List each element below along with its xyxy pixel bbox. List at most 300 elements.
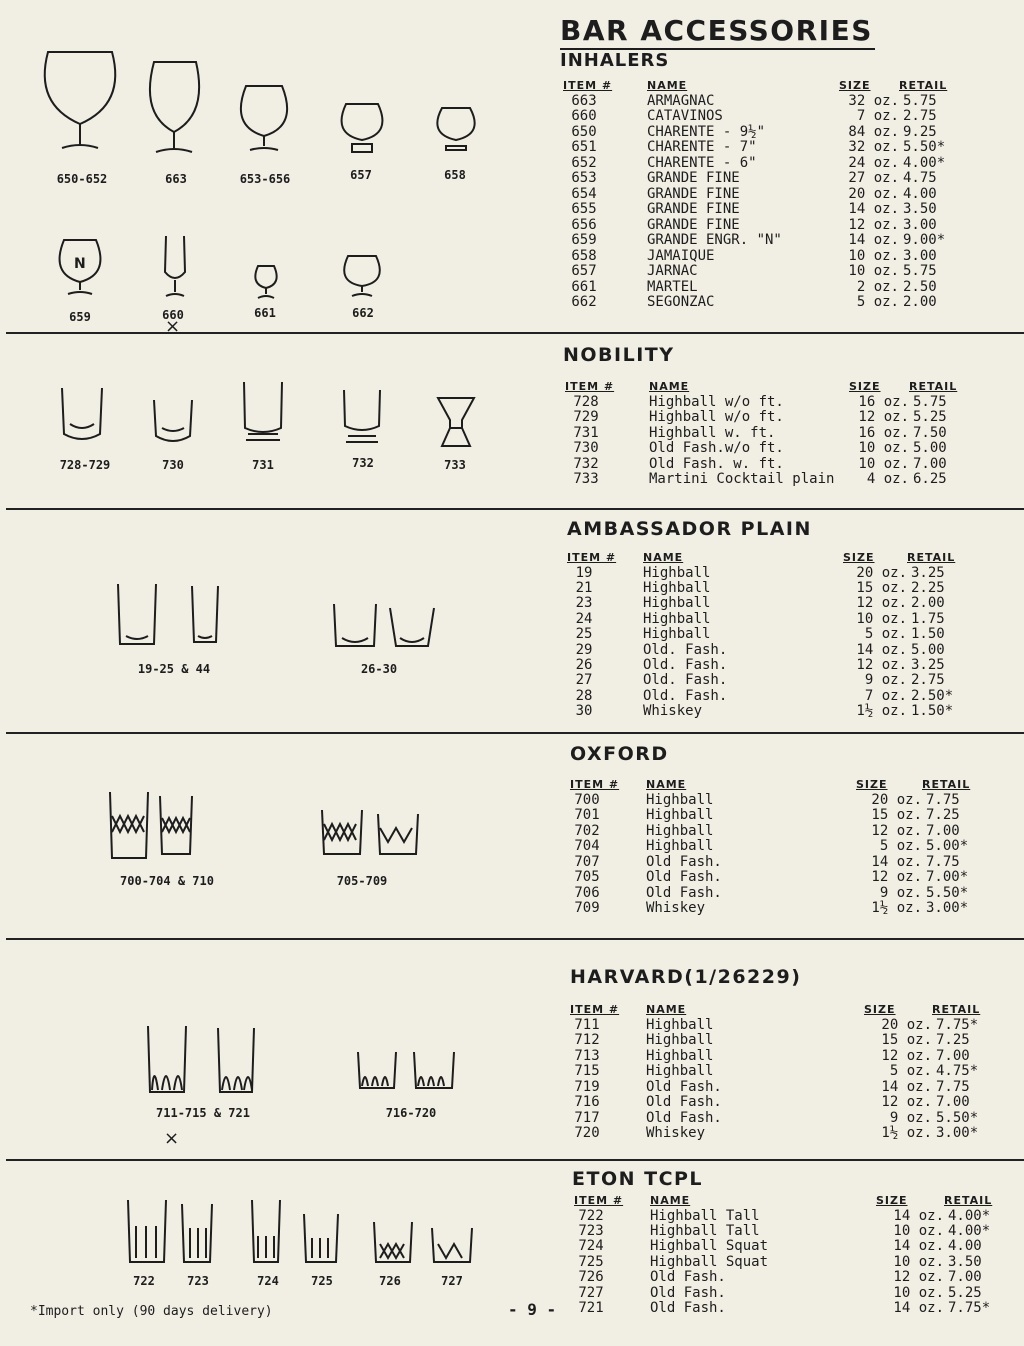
- label-723: 723: [187, 1274, 209, 1288]
- item-size: 1½ oz.: [856, 703, 907, 720]
- item-number: 713: [574, 1047, 600, 1064]
- item-number: 24: [575, 610, 593, 627]
- inhalers-table: [563, 78, 963, 311]
- page-number: - 9 -: [508, 1300, 557, 1319]
- item-retail: 2.00: [911, 595, 945, 612]
- label-716-720: 716-720: [385, 1106, 437, 1120]
- item-name: Highball w. ft.: [649, 424, 776, 441]
- item-number: 658: [571, 247, 597, 264]
- item-size: 7 oz.: [856, 108, 899, 124]
- section-title-nobility: NOBILITY: [563, 344, 675, 366]
- item-number: 659: [571, 232, 597, 248]
- col-item: ITEM #: [570, 1003, 620, 1016]
- item-size: 10 oz.: [893, 1253, 944, 1270]
- table-row: [570, 855, 986, 871]
- oldfash-705-709-illustration: [318, 806, 426, 862]
- item-size: 2 oz.: [856, 278, 899, 295]
- item-number: 719: [574, 1078, 600, 1095]
- label-727: 727: [441, 1274, 463, 1288]
- table-row: [563, 187, 963, 203]
- item-retail: 2.50: [903, 278, 937, 295]
- label-730: 730: [162, 458, 184, 472]
- label-659: 659: [69, 310, 91, 324]
- item-retail: 5.75: [903, 263, 937, 279]
- col-name: NAME: [643, 551, 684, 564]
- section-divider: [6, 732, 1024, 734]
- item-retail: 7.00: [936, 1094, 970, 1110]
- item-retail: 7.00: [926, 822, 960, 839]
- ambassador-table: [567, 550, 971, 720]
- table-row: [574, 1239, 1008, 1254]
- table-row: [574, 1255, 1008, 1270]
- col-retail: RETAIL: [907, 551, 956, 564]
- table-row: [574, 1209, 1008, 1224]
- item-size: 14 oz.: [856, 641, 907, 658]
- table-row: [567, 566, 971, 581]
- item-size: 10 oz.: [856, 610, 907, 627]
- table-row: [570, 1018, 996, 1034]
- section-title-oxford: OXFORD: [570, 743, 669, 765]
- label-705-709: 705-709: [336, 874, 388, 888]
- col-size: SIZE: [839, 79, 871, 92]
- table-row: [567, 673, 971, 688]
- table-header: [563, 78, 963, 94]
- oxford-table: [570, 777, 986, 917]
- item-name: SEGONZAC: [647, 294, 715, 310]
- item-name: Highball Tall: [650, 1207, 760, 1224]
- nobility-table: [565, 379, 973, 488]
- item-retail: 7.25: [926, 807, 960, 823]
- item-number: 717: [574, 1109, 600, 1126]
- snifter-659-illustration: [56, 236, 104, 300]
- item-size: 9 oz.: [864, 672, 907, 689]
- item-size: 14 oz.: [871, 853, 922, 870]
- item-size: 84 oz.: [848, 123, 899, 140]
- item-retail: 9.00*: [903, 232, 946, 248]
- table-row: [574, 1270, 1008, 1285]
- section-divider: [6, 332, 1024, 334]
- col-retail: RETAIL: [932, 1003, 981, 1016]
- label-700-704: 700-704 & 710: [120, 874, 214, 888]
- item-size: 15 oz.: [856, 579, 907, 596]
- item-retail: 1.50*: [911, 703, 954, 720]
- item-retail: 6.25: [913, 471, 947, 488]
- label-724: 724: [257, 1274, 279, 1288]
- item-name: Old Fash.: [650, 1299, 726, 1316]
- highball-700-704-illustration: [106, 788, 196, 866]
- item-size: 7 oz.: [864, 687, 907, 704]
- col-size: SIZE: [876, 1194, 908, 1207]
- col-retail: RETAIL: [909, 380, 958, 393]
- table-row: [567, 704, 971, 719]
- item-number: 29: [575, 641, 593, 658]
- item-size: 1½ oz.: [871, 900, 922, 916]
- table-row: [570, 870, 986, 886]
- item-retail: 1.75: [911, 610, 945, 627]
- table-row: [570, 793, 986, 809]
- item-size: 1½ oz.: [881, 1125, 932, 1141]
- table-row: [567, 596, 971, 611]
- item-name: Highball: [646, 822, 714, 839]
- table-row: [567, 581, 971, 596]
- item-retail: 4.00*: [948, 1222, 991, 1239]
- item-size: 32 oz.: [848, 139, 899, 155]
- item-retail: 5.75: [913, 393, 947, 410]
- item-number: 725: [578, 1253, 604, 1270]
- item-name: ARMAGNAC: [647, 92, 715, 109]
- item-retail: 7.75: [936, 1078, 970, 1095]
- snifter-658-illustration: [432, 104, 480, 154]
- item-name: GRANDE FINE: [647, 185, 740, 202]
- item-number: 23: [575, 595, 593, 612]
- label-26-30: 26-30: [360, 662, 398, 676]
- item-size: 12 oz.: [848, 216, 899, 233]
- table-row: [563, 156, 963, 172]
- item-size: 10 oz.: [893, 1284, 944, 1301]
- col-retail: RETAIL: [922, 778, 971, 791]
- item-retail: 7.00: [936, 1047, 970, 1064]
- label-653-656: 653-656: [239, 172, 291, 186]
- table-row: [563, 125, 963, 141]
- item-retail: 1.50: [911, 626, 945, 643]
- col-size: SIZE: [843, 551, 875, 564]
- item-name: Highball: [646, 1047, 714, 1064]
- item-name: Highball w/o ft.: [649, 393, 784, 410]
- table-row: [570, 1033, 996, 1049]
- snifter-661-illustration: [252, 262, 280, 302]
- oldfash-26-30-illustration: [330, 600, 440, 652]
- item-name: Highball: [646, 1032, 714, 1048]
- item-name: Highball: [643, 595, 711, 612]
- item-size: 12 oz.: [856, 656, 907, 673]
- label-722: 722: [133, 1274, 155, 1288]
- item-name: CHARENTE - 6": [647, 154, 757, 171]
- item-number: 660: [571, 108, 597, 124]
- item-number: 716: [574, 1094, 600, 1110]
- item-size: 15 oz.: [871, 807, 922, 823]
- table-row: [563, 109, 963, 125]
- table-row: [570, 808, 986, 824]
- item-name: Highball: [643, 626, 711, 643]
- col-item: ITEM #: [567, 551, 617, 564]
- label-726: 726: [379, 1274, 401, 1288]
- item-retail: 7.00: [913, 455, 947, 472]
- harvard-table: [570, 1002, 996, 1142]
- table-header: [565, 379, 973, 395]
- item-retail: 5.50*: [926, 884, 969, 901]
- item-name: Old Fash.w/o ft.: [649, 440, 784, 457]
- item-size: 5 oz.: [856, 294, 899, 310]
- table-row: [567, 627, 971, 642]
- item-size: 27 oz.: [848, 170, 899, 186]
- label-663: 663: [165, 172, 187, 186]
- item-number: 663: [571, 92, 597, 109]
- item-retail: 5.25: [948, 1284, 982, 1301]
- table-row: [574, 1286, 1008, 1301]
- item-number: 733: [573, 471, 599, 488]
- highball-711-715-illustration: [144, 1022, 262, 1098]
- item-number: 652: [571, 154, 597, 171]
- snifter-653-656-illustration: [238, 82, 290, 156]
- item-size: 10 oz.: [858, 455, 909, 472]
- table-row: [570, 824, 986, 840]
- table-header: [574, 1193, 1008, 1209]
- item-retail: 2.75: [911, 672, 945, 689]
- item-name: Old. Fash.: [643, 672, 728, 689]
- item-name: Old Fash.: [646, 869, 722, 885]
- item-name: MARTEL: [647, 278, 698, 295]
- item-name: Highball: [643, 579, 711, 596]
- item-number: 662: [571, 294, 597, 310]
- col-name: NAME: [650, 1194, 691, 1207]
- item-size: 14 oz.: [848, 201, 899, 217]
- table-header: [570, 777, 986, 793]
- cross-mark: ×: [165, 316, 181, 337]
- table-row: [570, 1049, 996, 1065]
- label-725: 725: [311, 1274, 333, 1288]
- label-662: 662: [352, 306, 374, 320]
- table-row: [570, 1111, 996, 1127]
- item-retail: 3.00*: [926, 900, 969, 916]
- table-row: [567, 612, 971, 627]
- item-size: 10 oz.: [893, 1222, 944, 1239]
- snifter-657-illustration: [336, 100, 388, 156]
- item-size: 12 oz.: [881, 1094, 932, 1110]
- item-retail: 7.00: [948, 1269, 982, 1286]
- col-item: ITEM #: [565, 380, 615, 393]
- item-retail: 4.00*: [903, 154, 946, 171]
- item-number: 726: [578, 1269, 604, 1286]
- item-name: Old Fash.: [646, 884, 722, 901]
- item-retail: 4.75: [903, 170, 937, 186]
- item-retail: 3.00: [903, 216, 937, 233]
- label-733: 733: [444, 458, 466, 472]
- item-size: 10 oz.: [848, 263, 899, 279]
- col-retail: RETAIL: [944, 1194, 993, 1207]
- table-row: [563, 233, 963, 249]
- svg-text:N: N: [74, 256, 86, 272]
- item-size: 10 oz.: [858, 440, 909, 457]
- item-name: Whiskey: [646, 900, 706, 916]
- item-retail: 5.00*: [926, 838, 969, 854]
- item-number: 721: [578, 1299, 604, 1316]
- item-retail: 5.50*: [903, 139, 946, 155]
- section-title-harvard: HARVARD(1/26229): [570, 966, 802, 988]
- item-number: 704: [574, 838, 600, 854]
- item-name: Old Fash.: [650, 1269, 726, 1286]
- item-name: CHARENTE - 7": [647, 139, 757, 155]
- item-number: 732: [573, 455, 599, 472]
- martini-733-illustration: [434, 394, 478, 450]
- item-number: 21: [575, 579, 593, 596]
- tumbler-732-illustration: [340, 386, 384, 446]
- item-size: 16 oz.: [858, 424, 909, 441]
- table-row: [574, 1301, 1008, 1316]
- item-retail: 7.75*: [948, 1299, 991, 1316]
- label-660: 660: [162, 308, 184, 322]
- item-number: 654: [571, 185, 597, 202]
- item-size: 9 oz.: [879, 884, 922, 901]
- item-number: 731: [573, 424, 599, 441]
- label-711-715: 711-715 & 721: [156, 1106, 250, 1120]
- section-divider: [6, 508, 1024, 510]
- item-name: Old Fash. w. ft.: [649, 455, 784, 472]
- table-row: [563, 202, 963, 218]
- item-size: 5 oz.: [889, 1063, 932, 1079]
- item-retail: 9.25: [903, 123, 937, 140]
- item-retail: 7.25: [936, 1032, 970, 1048]
- item-number: 723: [578, 1222, 604, 1239]
- tumbler-731-illustration: [240, 378, 286, 446]
- item-retail: 2.75: [903, 108, 937, 124]
- page-title: BAR ACCESSORIES: [560, 14, 875, 50]
- item-size: 20 oz.: [881, 1016, 932, 1033]
- table-row: [570, 1064, 996, 1080]
- item-number: 653: [571, 170, 597, 186]
- table-row: [570, 1080, 996, 1096]
- eton-glasses-illustration: [124, 1196, 484, 1270]
- table-row: [570, 1126, 996, 1142]
- item-size: 12 oz.: [871, 869, 922, 885]
- item-size: 12 oz.: [858, 409, 909, 426]
- table-row: [563, 249, 963, 265]
- item-name: Highball: [643, 610, 711, 627]
- cross-mark: ×: [164, 1128, 180, 1149]
- item-name: Old Fash.: [646, 1109, 722, 1126]
- item-number: 656: [571, 216, 597, 233]
- item-retail: 2.25: [911, 579, 945, 596]
- tumbler-730-illustration: [150, 396, 196, 446]
- item-retail: 5.75: [903, 92, 937, 109]
- table-row: [567, 689, 971, 704]
- item-retail: 4.00: [903, 185, 937, 202]
- item-number: 729: [573, 409, 599, 426]
- item-size: 15 oz.: [881, 1032, 932, 1048]
- item-number: 702: [574, 822, 600, 839]
- section-title-eton: ETON TCPL: [572, 1168, 704, 1190]
- item-name: Highball Squat: [650, 1238, 769, 1255]
- item-number: 27: [575, 672, 593, 689]
- item-number: 19: [575, 564, 593, 581]
- item-size: 12 oz.: [871, 822, 922, 839]
- table-row: [563, 94, 963, 110]
- item-retail: 3.00: [903, 247, 937, 264]
- item-name: Old Fash.: [650, 1284, 726, 1301]
- item-name: Highball w/o ft.: [649, 409, 784, 426]
- label-658: 658: [444, 168, 466, 182]
- section-title-ambassador: AMBASSADOR PLAIN: [567, 518, 812, 540]
- item-number: 650: [571, 123, 597, 140]
- item-size: 16 oz.: [858, 393, 909, 410]
- item-size: 20 oz.: [848, 185, 899, 202]
- label-731: 731: [252, 458, 274, 472]
- item-size: 10 oz.: [848, 247, 899, 264]
- item-name: CHARENTE - 9½": [647, 123, 766, 140]
- col-item: ITEM #: [574, 1194, 624, 1207]
- item-retail: 3.50: [948, 1253, 982, 1270]
- item-number: 711: [574, 1016, 600, 1033]
- item-name: Martini Cocktail plain: [649, 471, 835, 488]
- item-retail: 3.00*: [936, 1125, 979, 1141]
- col-name: NAME: [649, 380, 690, 393]
- col-name: NAME: [646, 1003, 687, 1016]
- item-retail: 3.25: [911, 656, 945, 673]
- item-retail: 2.50*: [911, 687, 954, 704]
- col-name: NAME: [646, 778, 687, 791]
- item-size: 5 oz.: [879, 838, 922, 854]
- table-row: [563, 295, 963, 311]
- item-name: Old. Fash.: [643, 656, 728, 673]
- item-retail: 5.25: [913, 409, 947, 426]
- footnote: *Import only (90 days delivery): [30, 1304, 273, 1319]
- eton-table: [574, 1193, 1008, 1316]
- item-retail: 4.75*: [936, 1063, 979, 1079]
- label-732: 732: [352, 456, 374, 470]
- item-size: 14 oz.: [893, 1238, 944, 1255]
- table-row: [563, 280, 963, 296]
- table-row: [570, 1095, 996, 1111]
- item-size: 4 oz.: [866, 471, 909, 488]
- item-number: 655: [571, 201, 597, 217]
- item-size: 14 oz.: [893, 1299, 944, 1316]
- item-number: 706: [574, 884, 600, 901]
- item-name: Highball: [646, 791, 714, 808]
- item-size: 12 oz.: [856, 595, 907, 612]
- item-retail: 7.00*: [926, 869, 969, 885]
- table-row: [565, 395, 973, 411]
- section-divider: [6, 1159, 1024, 1161]
- page-subtitle: INHALERS: [560, 50, 670, 71]
- item-number: 707: [574, 853, 600, 870]
- item-number: 30: [575, 703, 593, 720]
- label-728-729: 728-729: [59, 458, 111, 472]
- item-retail: 5.50*: [936, 1109, 979, 1126]
- item-name: Old. Fash.: [643, 641, 728, 658]
- table-row: [563, 264, 963, 280]
- table-row: [574, 1224, 1008, 1239]
- item-name: Highball: [646, 1016, 714, 1033]
- item-number: 657: [571, 263, 597, 279]
- col-size: SIZE: [856, 778, 888, 791]
- item-size: 20 oz.: [871, 791, 922, 808]
- page-header: [560, 14, 875, 72]
- table-row: [567, 658, 971, 673]
- item-retail: 7.75*: [936, 1016, 979, 1033]
- table-row: [563, 140, 963, 156]
- item-number: 715: [574, 1063, 600, 1079]
- snifter-650-652-illustration: [40, 42, 120, 154]
- col-retail: RETAIL: [899, 79, 948, 92]
- item-number: 651: [571, 139, 597, 155]
- highball-19-25-illustration: [112, 580, 222, 652]
- item-size: 14 oz.: [893, 1207, 944, 1224]
- col-item: ITEM #: [570, 778, 620, 791]
- table-row: [565, 426, 973, 442]
- item-number: 661: [571, 278, 597, 295]
- item-number: 724: [578, 1238, 604, 1255]
- item-retail: 4.00: [948, 1238, 982, 1255]
- table-row: [565, 472, 973, 488]
- table-row: [570, 901, 986, 917]
- item-name: Old Fash.: [646, 1078, 722, 1095]
- col-size: SIZE: [864, 1003, 896, 1016]
- item-number: 709: [574, 900, 600, 916]
- item-name: Old Fash.: [646, 853, 722, 870]
- item-name: GRANDE FINE: [647, 216, 740, 233]
- table-row: [563, 218, 963, 234]
- item-number: 730: [573, 440, 599, 457]
- item-name: Whiskey: [646, 1125, 706, 1141]
